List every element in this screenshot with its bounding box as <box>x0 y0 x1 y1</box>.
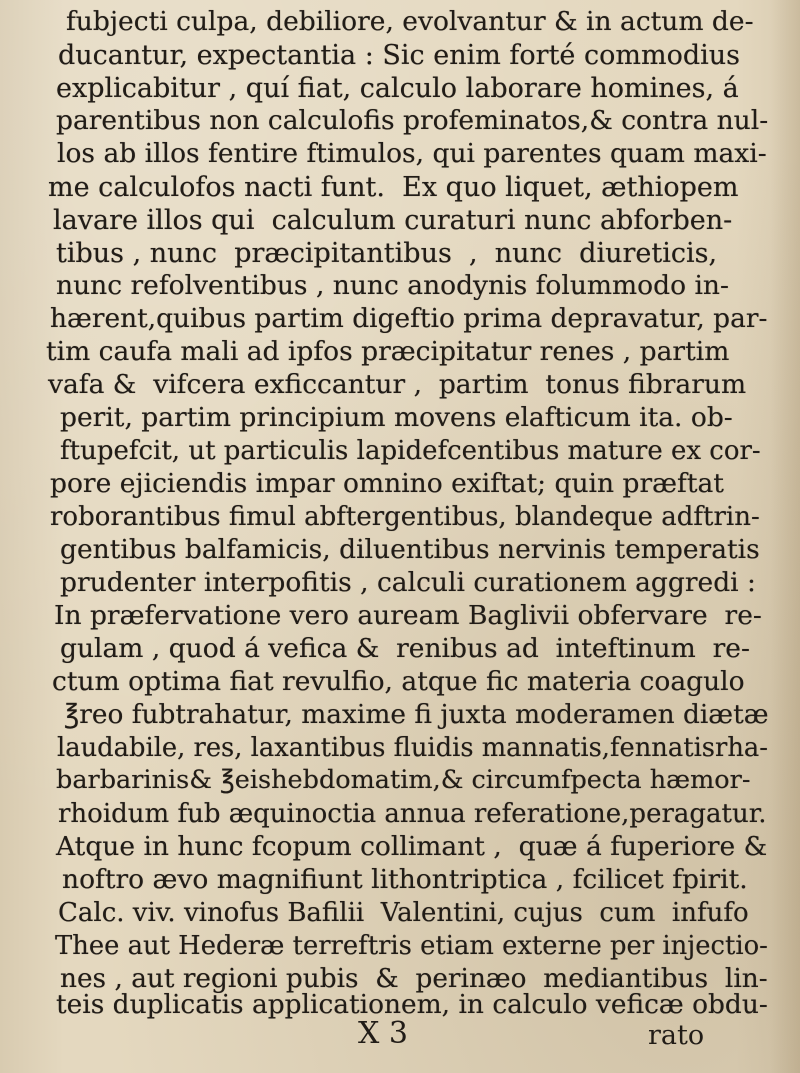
text-line: noftro ævo magnifiunt lithontriptica , fcilicet fpirit. <box>62 864 748 895</box>
text-line: Atque in hunc fcopum collimant , quæ á fuperiore & <box>56 831 768 862</box>
text-line: perit, partim principium movens elafticum ita. ob- <box>60 402 733 433</box>
text-line: pore ejiciendis impar omnino exiftat; quin præftat <box>50 468 724 499</box>
text-line: vafa & vifcera exficcantur , partim tonus fibrarum <box>48 369 747 400</box>
catchword: rato <box>648 1020 705 1051</box>
text-line: los ab illos fentire ftimulos, qui parentes quam maxi- <box>57 138 767 169</box>
text-line: ftupefcit, ut particulis lapidefcentibus mature ex cor- <box>60 436 761 466</box>
text-line: ducantur, expectantia : Sic enim forté commodius <box>58 40 740 71</box>
text-line: tibus , nunc præcipitantibus , nunc diureticis, <box>56 238 718 269</box>
text-line: prudenter interpofitis , calculi curationem aggredi : <box>60 567 756 598</box>
text-line: ctum optima fiat revulfio, atque fic materia coagulo <box>52 666 745 697</box>
text-line: gentibus balfamicis, diluentibus nervinis temperatis <box>60 534 760 565</box>
text-line: gulam , quod á vefica & renibus ad inteftinum re- <box>60 633 750 664</box>
text-line: roborantibus fimul abftergentibus, blandeque adftrin- <box>50 502 760 532</box>
signature-mark: X 3 <box>358 1016 408 1051</box>
text-line: laudabile, res, laxantibus fluidis mannatis,fennatisrha- <box>57 733 768 763</box>
text-line: rhoidum fub æquinoctia annua referatione,peragatur. <box>58 799 767 829</box>
text-line: lavare illos qui calculum curaturi nunc abforben- <box>53 205 733 236</box>
text-line: ℥reo fubtrahatur, maxime fi juxta moderamen diætæ <box>64 699 769 730</box>
text-line: In præfervatione vero auream Baglivii obfervare re- <box>54 600 762 631</box>
text-line: nes , aut regioni pubis & perinæo mediantibus lin- <box>60 963 768 994</box>
text-line: fubjecti culpa, debiliore, evolvantur & in actum de- <box>66 6 754 37</box>
text-line: parentibus non calculofis profeminatos,& contra nul- <box>56 105 769 136</box>
text-line: teis duplicatis applicationem, in calculo veficæ obdu- <box>56 989 768 1020</box>
text-line: Thee aut Hederæ terreftris etiam externe per injectio- <box>55 930 768 961</box>
text-line: barbarinis& ℥eishebdomatim,& circumfpecta hæmor- <box>56 765 751 795</box>
text-line: hærent,quibus partim digeftio prima depravatur, par- <box>50 303 768 334</box>
text-line: me calculofos nacti funt. Ex quo liquet, æthiopem <box>48 172 739 203</box>
text-line: nunc refolventibus , nunc anodynis folummodo in- <box>56 270 729 301</box>
text-line: explicabitur , quí fiat, calculo laborare homines, á <box>56 73 739 104</box>
text-line: tim caufa mali ad ipfos præcipitatur renes , partim <box>46 336 730 367</box>
text-line: Calc. viv. vinofus Bafilii Valentini, cujus cum infufo <box>58 898 749 928</box>
